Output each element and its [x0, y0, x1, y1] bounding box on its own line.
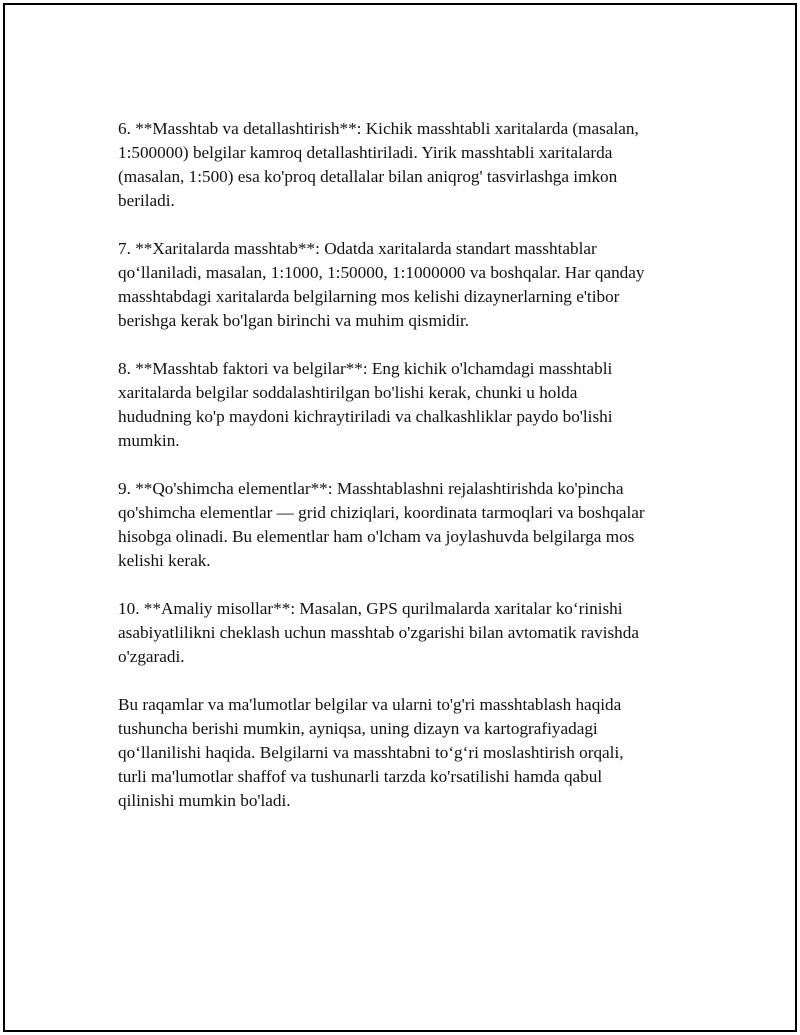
paragraph-item-8 [118, 357, 698, 453]
paragraph-line: o'zgaradi. [118, 647, 185, 666]
paragraph-line: mumkin. [118, 431, 180, 450]
paragraph-line: qo'shimcha elementlar — grid chiziqlari, koordinata tarmoqlari va boshqalar [118, 503, 645, 522]
paragraph-line: hududning ko'p maydoni kichraytiriladi va chalkashliklar paydo bo'lishi [118, 407, 613, 426]
paragraph-line: Bu raqamlar va ma'lumotlar belgilar va ularni to'g'ri masshtablash haqida [118, 695, 622, 714]
paragraph-line: 8. **Masshtab faktori va belgilar**: Eng kichik o'lchamdagi masshtabli [118, 359, 613, 378]
paragraph-line: 1:500000) belgilar kamroq detallashtiriladi. Yirik masshtabli xaritalarda [118, 143, 613, 162]
paragraph-item-7 [118, 237, 698, 333]
paragraph-line: turli ma'lumotlar shaffof va tushunarli tarzda ko'rsatilishi hamda qabul [118, 767, 603, 786]
paragraph-line: qo‘llanilishi haqida. Belgilarni va masshtabni to‘g‘ri moslashtirish orqali, [118, 743, 624, 762]
paragraph-line: 7. **Xaritalarda masshtab**: Odatda xaritalarda standart masshtablar [118, 239, 597, 258]
paragraph-line: 10. **Amaliy misollar**: Masalan, GPS qurilmalarda xaritalar ko‘rinishi [118, 599, 623, 618]
paragraph-item-6 [118, 117, 698, 213]
paragraph-line: beriladi. [118, 191, 175, 210]
paragraph-line: tushuncha berishi mumkin, ayniqsa, uning dizayn va kartografiyadagi [118, 719, 598, 738]
paragraph-item-9 [118, 477, 698, 573]
paragraph-line: xaritalarda belgilar soddalashtirilgan bo'lishi kerak, chunki u holda [118, 383, 578, 402]
document-body [118, 117, 698, 837]
paragraph-line: qilinishi mumkin bo'ladi. [118, 791, 291, 810]
paragraph-line: 6. **Masshtab va detallashtirish**: Kichik masshtabli xaritalarda (masalan, [118, 119, 639, 138]
paragraph-line: asabiyatlilikni cheklash uchun masshtab o'zgarishi bilan avtomatik ravishda [118, 623, 639, 642]
paragraph-line: qo‘llaniladi, masalan, 1:1000, 1:50000, 1:1000000 va boshqalar. Har qanday [118, 263, 645, 282]
paragraph-line: hisobga olinadi. Bu elementlar ham o'lcham va joylashuvda belgilarga mos [118, 527, 635, 546]
paragraph-conclusion [118, 693, 698, 813]
paragraph-line: masshtabdagi xaritalarda belgilarning mos kelishi dizaynerlarning e'tibor [118, 287, 620, 306]
paragraph-line: (masalan, 1:500) esa ko'proq detallalar bilan aniqrog' tasvirlashga imkon [118, 167, 618, 186]
paragraph-line: berishga kerak bo'lgan birinchi va muhim qismidir. [118, 311, 470, 330]
paragraph-item-10 [118, 597, 698, 669]
paragraph-line: 9. **Qo'shimcha elementlar**: Masshtablashni rejalashtirishda ko'pincha [118, 479, 624, 498]
paragraph-line: kelishi kerak. [118, 551, 211, 570]
